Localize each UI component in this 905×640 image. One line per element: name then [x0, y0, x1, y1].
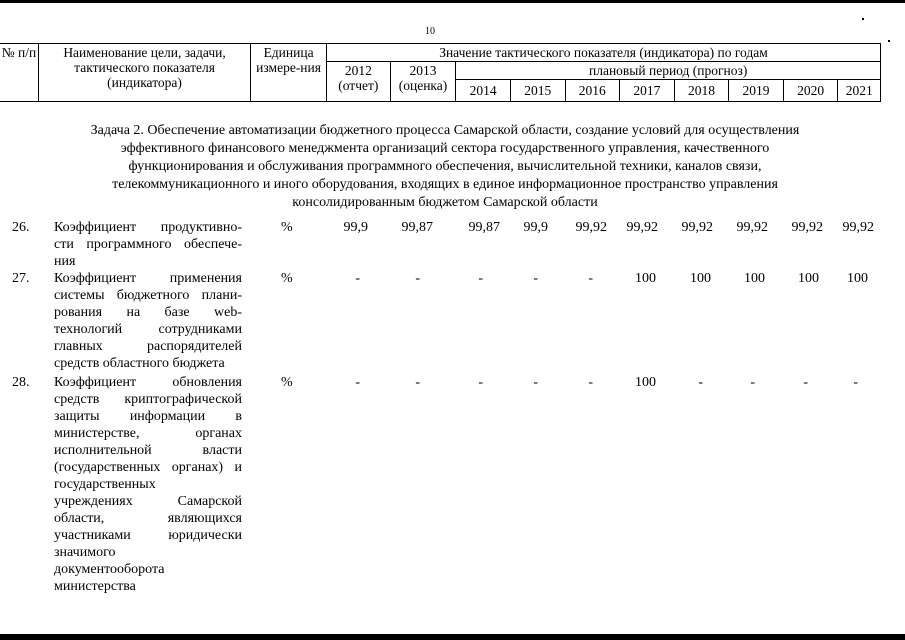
row-number: 26.	[12, 220, 30, 235]
value-2013: -	[415, 271, 420, 286]
value-2018: -	[698, 375, 703, 390]
value-2016: -	[588, 271, 593, 286]
value-2013: 99,87	[401, 220, 433, 235]
col-year-header: 2017	[620, 80, 675, 102]
col-2013-header	[390, 62, 456, 102]
value-2017: 100	[635, 375, 656, 390]
value-2015: -	[533, 271, 538, 286]
value-2014: -	[478, 271, 483, 286]
scan-speck	[862, 18, 864, 20]
value-2020: 99,92	[791, 220, 823, 235]
scan-bottom-edge	[0, 634, 905, 640]
row-number: 28.	[12, 375, 30, 390]
value-2013: -	[415, 375, 420, 390]
indicator-name-line: области, являющихся	[54, 511, 242, 526]
value-2012: -	[355, 271, 360, 286]
scan-top-edge	[0, 0, 905, 3]
values-title: Значение тактического показателя (индикатора) по годам	[326, 44, 880, 62]
year-2012-note: (отчет)	[338, 78, 379, 93]
scan-speck	[888, 40, 890, 42]
value-2012: 99,9	[343, 220, 368, 235]
indicator-name-line: защиты информации в	[54, 409, 242, 424]
indicator-name-line: ния	[54, 254, 76, 269]
task-line: консолидированным бюджетом Самарской области	[292, 195, 598, 210]
col-year-header: 2021	[838, 80, 881, 102]
indicator-name-line: (государственных органах) и	[54, 460, 242, 475]
indicator-name-line: сти программного обеспече-	[54, 237, 242, 252]
col-unit-header: Единица измере-ния	[251, 44, 327, 102]
indicator-name	[54, 374, 242, 595]
indicator-name-line: средств областного бюджета	[54, 356, 225, 371]
value-2020: -	[803, 375, 808, 390]
col-year-header: 2014	[456, 80, 511, 102]
indicator-name-line: Коэффициент обновления	[54, 375, 242, 390]
value-2017: 100	[635, 271, 656, 286]
year-2012: 2012	[344, 63, 372, 78]
task-line: телекоммуникационного и иного оборудования, входящих в единое информационное пространство управления	[112, 177, 778, 192]
col-year-header: 2019	[729, 80, 784, 102]
indicator-table-header	[0, 43, 881, 102]
task-line: Задача 2. Обеспечение автоматизации бюджетного процесса Самарской области, создание условий для осуществления	[90, 123, 800, 138]
value-2021: 99,92	[842, 220, 874, 235]
value-2018: 100	[690, 271, 711, 286]
col-year-header: 2016	[565, 80, 620, 102]
value-2015: -	[533, 375, 538, 390]
indicator-name-line: значимого	[54, 545, 116, 560]
indicator-name-line: министерстве, органах	[54, 426, 242, 441]
value-2012: -	[355, 375, 360, 390]
row-number: 27.	[12, 271, 30, 286]
indicator-name-line: Коэффициент применения	[54, 271, 242, 286]
indicator-name-line: участниками юридически	[54, 528, 242, 543]
task-line: эффективного финансового менеджмента организаций сектора государственного управления, качественного	[120, 141, 770, 156]
col-num-header: № п/п	[0, 44, 38, 102]
col-year-header: 2018	[674, 80, 729, 102]
indicator-name-line: системы бюджетного плани-	[54, 288, 242, 303]
value-2021: 100	[847, 271, 868, 286]
task-heading	[40, 122, 850, 212]
value-2016: -	[588, 375, 593, 390]
col-name-header: Наименование цели, задачи, тактического показателя (индикатора)	[38, 44, 250, 102]
value-2019: 100	[744, 271, 765, 286]
col-2012-header	[326, 62, 390, 102]
value-2014: 99,87	[468, 220, 500, 235]
task-line: функционирования и обслуживания программного обеспечения, вычислительной техники, каналов связи,	[128, 159, 762, 174]
indicator-name-line: государственных	[54, 477, 156, 492]
indicator-name	[54, 270, 242, 372]
year-2013-note: (оценка)	[398, 78, 448, 93]
col-year-header: 2020	[783, 80, 838, 102]
value-2019: -	[750, 375, 755, 390]
value-2019: 99,92	[736, 220, 768, 235]
unit-cell: %	[281, 220, 293, 235]
indicator-name	[54, 219, 242, 270]
indicator-name-line: учреждениях Самарской	[54, 494, 242, 509]
indicator-name-line: исполнительной власти	[54, 443, 242, 458]
unit-cell: %	[281, 375, 293, 390]
indicator-name-line: министерства	[54, 579, 136, 594]
indicator-name-line: документооборота	[54, 562, 165, 577]
value-2016: 99,92	[575, 220, 607, 235]
value-2018: 99,92	[681, 220, 713, 235]
value-2017: 99,92	[626, 220, 658, 235]
value-2014: -	[478, 375, 483, 390]
indicator-name-line: технологий сотрудниками	[54, 322, 242, 337]
indicator-name-line: рования на базе web-	[54, 305, 242, 320]
indicator-name-line: Коэффициент продуктивно-	[54, 220, 242, 235]
plan-period-header: плановый период (прогноз)	[456, 62, 881, 80]
page-number: 10	[425, 26, 435, 37]
value-2020: 100	[798, 271, 819, 286]
col-year-header: 2015	[510, 80, 565, 102]
indicator-name-line: главных распорядителей	[54, 339, 242, 354]
year-2013: 2013	[409, 63, 437, 78]
value-2015: 99,9	[523, 220, 548, 235]
indicator-name-line: средств криптографической	[54, 392, 242, 407]
value-2021: -	[853, 375, 858, 390]
unit-cell: %	[281, 271, 293, 286]
